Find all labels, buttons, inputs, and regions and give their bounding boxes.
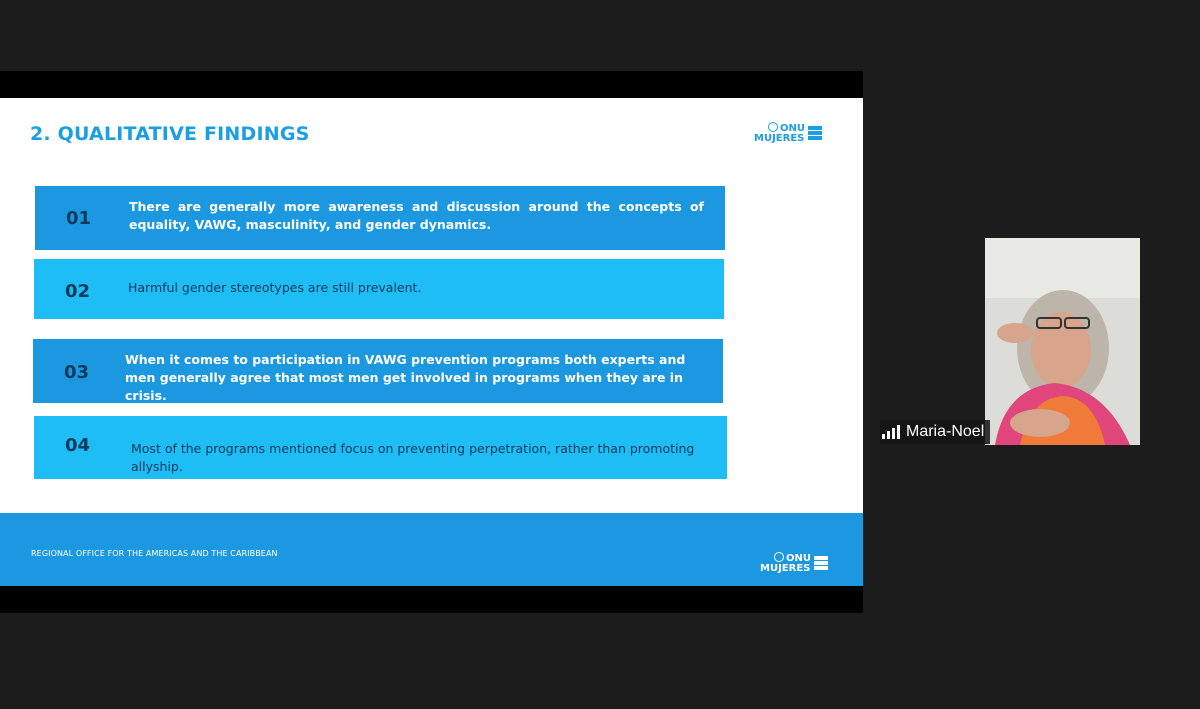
- participant-name-tag: [880, 420, 990, 444]
- un-women-logo: [754, 122, 822, 144]
- presentation-slide: [0, 98, 863, 586]
- un-women-footer-logo: [760, 552, 828, 574]
- finding-text: Most of the programs mentioned focus on preventing perpetration, rather than promoting allyship.: [131, 441, 695, 474]
- logo-line1: ONU: [786, 553, 811, 564]
- finding-number: 04: [65, 435, 91, 456]
- finding-item-01: [35, 186, 725, 250]
- participant-name: Maria-Noel: [906, 423, 985, 440]
- screen-share-frame: [0, 71, 863, 613]
- finding-text: When it comes to participation in VAWG prevention programs both experts and men generally agree that most men get involved in programs when they are in crisis.: [125, 352, 686, 403]
- slide-footer: [0, 513, 863, 586]
- footer-office-text: REGIONAL OFFICE FOR THE AMERICAS AND THE CARIBBEAN: [31, 549, 278, 558]
- logo-text: [760, 552, 811, 574]
- un-emblem-icon: [768, 122, 778, 132]
- finding-text: There are generally more awareness and discussion around the concepts of equality, VAWG, masculinity, and gender dynamics.: [129, 199, 704, 232]
- un-women-mark-icon: [814, 556, 828, 570]
- slide-title: 2. QUALITATIVE FINDINGS: [30, 123, 310, 145]
- finding-item-04: [34, 416, 727, 479]
- participant-video-feed: [985, 238, 1140, 445]
- finding-item-03: [33, 339, 723, 403]
- un-women-mark-icon: [808, 126, 822, 140]
- logo-line1: ONU: [780, 123, 805, 134]
- signal-strength-icon: [882, 425, 900, 439]
- logo-text: [754, 122, 805, 144]
- finding-number: 02: [65, 281, 91, 302]
- participant-video-tile[interactable]: [985, 238, 1140, 445]
- logo-line2: MUJERES: [754, 133, 805, 144]
- logo-line2: MUJERES: [760, 563, 811, 574]
- finding-item-02: [34, 259, 724, 319]
- finding-number: 03: [64, 362, 90, 383]
- finding-text: Harmful gender stereotypes are still prevalent.: [128, 280, 422, 295]
- finding-number: 01: [66, 208, 92, 229]
- un-emblem-icon: [774, 552, 784, 562]
